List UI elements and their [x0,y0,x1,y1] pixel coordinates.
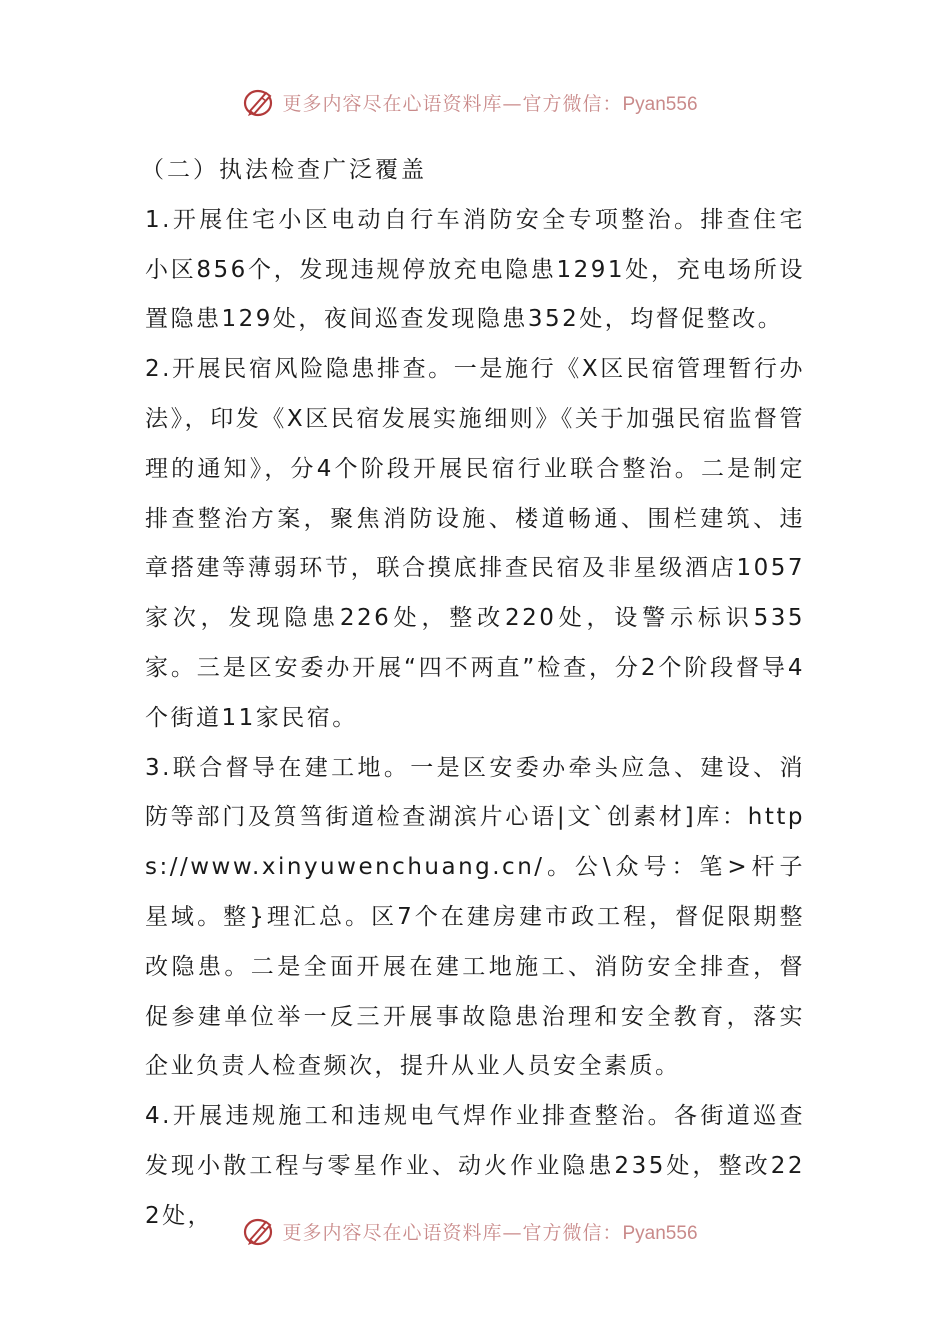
header-banner-text [282,89,697,116]
footer-banner-text [282,1218,697,1245]
paragraph-4: 4.开展违规施工和违规电气焊作业排查整治。各街道巡查发现小散工程与零星作业、动火作业隐患235处，整改222处， [145,1103,805,1229]
paragraph-3: 3.联合督导在建工地。一是区安委办牵头应急、建设、消防等部门及筼筜街道检查湖滨片心语|文`创素材]库：https://www.xinyuwenchuang.cn/。公\众号：笔>杆子星域。整}理汇总。区7个在建房建市政工程，督促限期整改隐患。二是全面开展在建工地施工、消防安全排查，督促参建单位举一反三开展事故隐患治理和安全教育，落实企业负责人检查频次，提升从业人员安全素质。 [145,754,805,1080]
footer-banner [0,1211,950,1251]
header-banner-label: 更多内容尽在心语资料库—官方微信： [282,92,623,115]
section-heading: （二）执法检查广泛覆盖 [141,157,427,183]
pen-logo-icon [242,1214,276,1248]
header-banner-inner [242,85,697,119]
footer-wechat-id: Pyan556 [622,1222,698,1244]
header-wechat-id: Pyan556 [622,93,698,115]
paragraph-2: 2.开展民宿风险隐患排查。一是施行《X区民宿管理暂行办法》，印发《X区民宿发展实施细则》《关于加强民宿监督管理的通知》，分4个阶段开展民宿行业联合整治。二是制定排查整治方案，聚焦消防设施、楼道畅通、围栏建筑、违章搭建等薄弱环节，联合摸底排查民宿及非星级酒店1057家次，发现隐患226处，整改220处，设警示标识535家。三是区安委办开展“四不两直”检查，分2个阶段督导4个街道11家民宿。 [145,356,805,731]
header-banner [0,82,950,122]
pen-logo-icon [242,85,276,119]
document-body [141,146,805,1242]
footer-banner-inner [242,1214,697,1248]
footer-banner-label: 更多内容尽在心语资料库—官方微信： [282,1221,623,1244]
paragraph-1: 1.开展住宅小区电动自行车消防安全专项整治。排查住宅小区856个，发现违规停放充电隐患1291处，充电场所设置隐患129处，夜间巡查发现隐患352处，均督促整改。 [145,206,805,333]
